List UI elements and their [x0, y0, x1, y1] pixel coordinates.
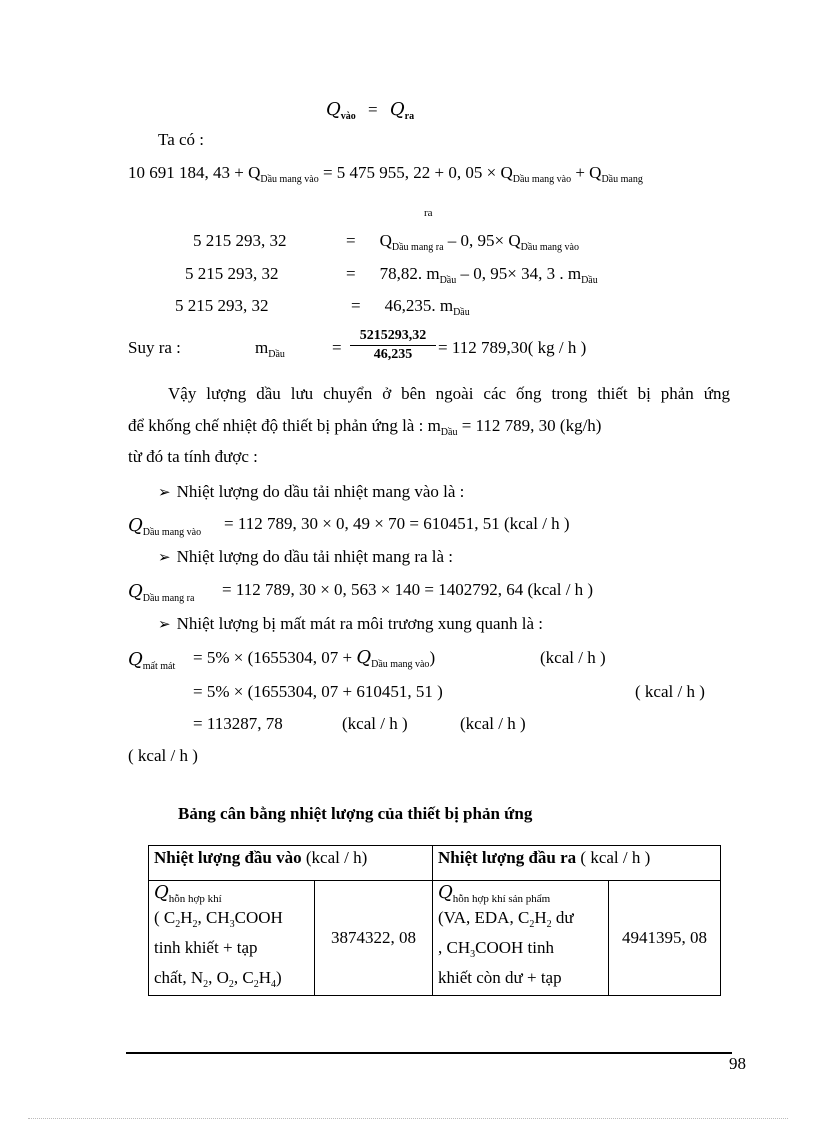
table-row: [149, 881, 721, 996]
equation-line-2-rhs: = $Q_{Dầu mang ra} - 0$, $95\times Q_{Dầu mang vào}$: [346, 231, 579, 253]
paragraph-line-3: từ đó ta tính được :: [128, 447, 258, 466]
equation-line-4-rhs: = 46,235. $m_{Dầu}$: [351, 296, 470, 318]
equation-line-4: 5 215 293, 32: [175, 296, 269, 315]
header-heat-out: Nhiệt lượng đầu ra ( kcal / h ): [433, 846, 721, 881]
footer-divider: [126, 1052, 732, 1054]
suy-ra-equals: =: [332, 338, 342, 357]
fraction-numerator: 5215293,32: [350, 328, 436, 346]
mass-result: = 112 789,30( kg / h ): [438, 338, 587, 357]
cell-in-value: 3874322, 08: [315, 881, 433, 996]
heat-balance-equation: $Q_{vào} = Q_{ra}$: [326, 99, 415, 122]
equation-line-1: 10 691 184, $43 + Q_{Dầu mang vào} = 5$ 475 955, 22 + 0, $05 \times Q_{Dầu mang vào} + Q_{Dầu mang}$: [128, 163, 643, 185]
equation-line-1-cont: ra: [424, 207, 433, 219]
heat-loss-unit: (kcal / h ): [540, 648, 606, 667]
suy-ra-label: Suy ra :: [128, 338, 181, 357]
paragraph-line-2: để khống chế nhiệt độ thiết bị phản ứng là : $m_{Dầu} = 112$ 789, 30 (kg/h): [128, 416, 602, 438]
page-number: 98: [729, 1054, 746, 1073]
arrow-bullet-icon: ➢: [158, 550, 171, 566]
arrow-bullet-icon: ➢: [158, 617, 171, 633]
arrow-bullet-icon: ➢: [158, 485, 171, 501]
heat-loss-result: = 113287, 78: [193, 714, 283, 733]
heat-loss-result-unit-1: (kcal / h ): [342, 714, 408, 733]
cell-in-description: $Q_{hỗn hợp khí}$ ( $C_2H_2$, $CH_3COOH$ tinh khiết + tạp chất, $N_2$, $O_2$, $C_2H_4$): [149, 881, 315, 996]
heat-out-formula: $Q_{Dầu mang ra}$: [128, 581, 195, 604]
cell-out-value: 4941395, 08: [609, 881, 721, 996]
heat-loss-expression: = 5% × (1655304, $07 + Q_{Dầu mang vào}$): [193, 647, 436, 670]
heat-loss-formula: $Q_{mất mát}$: [128, 649, 176, 672]
mass-symbol: $m_{Dầu}$: [255, 338, 285, 360]
heat-loss-result-unit-2: (kcal / h ): [460, 714, 526, 733]
equation-line-3-rhs: = 78,82. $m_{Dầu} - 0$, 95× 34, 3 . $m_{Dầu}$: [346, 264, 598, 286]
ta-co-label: Ta có :: [158, 130, 205, 149]
page-bottom-border: [28, 1118, 788, 1119]
bullet-item-heat-loss: ➢ Nhiệt lượng bị mất mát ra môi trương xung quanh là :: [158, 614, 544, 633]
heat-in-formula: $Q_{Dầu mang vào}$: [128, 515, 202, 538]
header-heat-in: Nhiệt lượng đầu vào (kcal / h): [149, 846, 433, 881]
table-title: Bảng cân bằng nhiệt lượng của thiết bị phản ứng: [178, 804, 533, 823]
equation-line-3: 5 215 293, 32: [185, 264, 279, 283]
table-header-row: [149, 846, 721, 881]
heat-out-expression: = 112 789, 30 × 0, 563 × 140 = 1402792, 64 (kcal / h ): [222, 580, 594, 599]
mass-fraction: [350, 328, 436, 363]
heat-in-expression: = 112 789, 30 × 0, 49 × 70 = 610451, 51 (kcal / h ): [224, 514, 570, 533]
heat-loss-result-unit-3: ( kcal / h ): [128, 746, 198, 765]
bullet-item-heat-in: ➢ Nhiệt lượng do dầu tải nhiệt mang vào là :: [158, 482, 465, 501]
heat-loss-step-2: = 5% × (1655304, 07 + 610451, 51 ): [193, 682, 443, 701]
cell-out-description: $Q_{hỗn hợp khí sản phẩm}$ (VA, EDA, $C_2H_2$ dư , $CH_3COOH$ tinh khiết còn dư + tạp: [433, 881, 609, 996]
paragraph-line-1: Vậy lượng dầu lưu chuyển ở bên ngoài các ống trong thiết bị phản ứng: [168, 384, 730, 403]
bullet-item-heat-out: ➢ Nhiệt lượng do dầu tải nhiệt mang ra là :: [158, 547, 454, 566]
heat-loss-step-2-unit: ( kcal / h ): [635, 682, 705, 701]
fraction-denominator: 46,235: [373, 347, 413, 362]
equation-line-2: 5 215 293, 32: [193, 231, 287, 250]
heat-balance-table: [148, 845, 721, 996]
